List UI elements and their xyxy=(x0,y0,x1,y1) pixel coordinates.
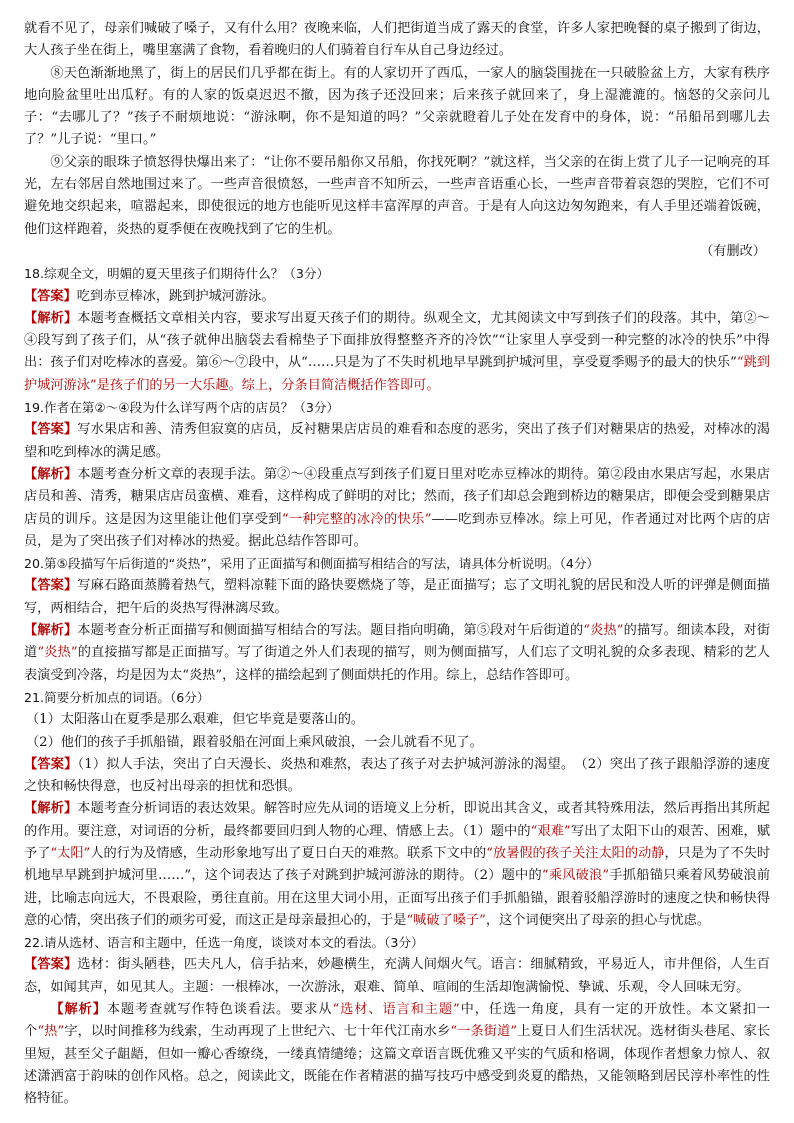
answer-text: 写水果店和善、清秀但寂寞的店员，反衬糖果店店员的难看和态度的恶劣，突出了孩子们对糖果店的热爱，对棒冰的渴望和吃到棒冰的满足感。 xyxy=(24,422,770,460)
answer-22 xyxy=(24,954,770,999)
analysis-text: 本题考查分析词语的表达效果。解答时应先从词的语境义上分析，即说出其含义，或者其特殊用法，然后再指出其所起的作用。要注意，对词语的分析，最终都要回归到人物的心理、情感上去。（1）题中的 xyxy=(24,801,770,839)
question-19: 19.作者在第②～④段为什么详写两个店的店员？（3分） xyxy=(24,400,340,416)
analysis-text: 的直接描写都是正面描写。写了街道之外人们表现的描写，则为侧面描写，人们忘了文明礼貌的众多表现、精彩的艺人表演受到冷落，均是因为太“炎热”，这样的描绘起到了侧面烘托的作用。综上，总结作答即可。 xyxy=(24,645,771,683)
analysis-highlight: “一条街道” xyxy=(450,1024,518,1040)
question-22: 22.请从选材、语言和主题中，任选一角度，谈谈对本文的看法。（3分） xyxy=(24,935,424,951)
analysis-19 xyxy=(24,464,770,553)
answer-text: （1）拟人手法，突出了白天漫长、炎热和难熬，表达了孩子对去护城河游泳的渴望。 （2）突出了孩子跟船浮游的速度之快和畅快得意，也反衬出母亲的担忧和恐惧。 xyxy=(24,756,771,795)
analysis-highlight: “炎热” xyxy=(37,645,78,661)
analysis-highlight: “乘风破浪” xyxy=(541,868,610,884)
analysis-text: 本题考查就写作特色谈看法。要求从 xyxy=(106,1002,333,1018)
analysis-highlight: “喊破了嗓子” xyxy=(406,912,486,928)
answer-tag: 【答案】 xyxy=(24,578,78,594)
answer-tag: 【答案】 xyxy=(24,288,77,304)
analysis-text: 中，任选一角度，具有一定的开放性。本文紧扣一个 xyxy=(24,1002,771,1040)
analysis-tag: 【解析】 xyxy=(24,801,78,817)
question-20: 20.第⑤段描写午后街道的“炎热”，采用了正面描写和侧面描写相结合的写法，请具体分析说明。（4分） xyxy=(24,556,600,572)
question-21-item-1: （1）太阳落山在夏季是那么艰难，但它毕竟是要落山的。 xyxy=(26,712,365,728)
analysis-highlight: “跳到护城河游泳”是孩子们的另一大乐趣。综上，分条目简洁概括作答即可。 xyxy=(24,355,770,393)
question-21-item-2: （2）他们的孩子手抓船锚，跟着驳船在河面上乘风破浪，一会儿就看不见了。 xyxy=(26,734,483,750)
analysis-text: ——吃到赤豆棒冰。综上可见，作者通过对比两个店的店员，是为了突出孩子们对棒冰的热爱。据此总结作答即可。 xyxy=(24,511,771,549)
answer-20 xyxy=(24,575,770,620)
answer-18 xyxy=(24,286,770,308)
analysis-highlight: “放暑假的孩子关注太阳的动静 xyxy=(486,845,665,861)
answer-text: 选材：街头陋巷，匹夫凡人，信手拈来，妙趣横生，充满人间烟火气。语言：细腻精致，平易近人，市井俚俗，人生百态，如闻其声，如见其人。主题：一根棒冰，一次游泳，艰难、简单、喧闹的生活却饱满愉悦、挚诚、乐观，令人回味无穷。 xyxy=(24,957,770,995)
analysis-tag: 【解析】 xyxy=(24,310,78,326)
passage-paragraph-9: ⑨父亲的眼珠子愤怒得快爆出来了：“让你不要吊船你又吊船，你找死啊？”就这样，当父亲的在街上赏了儿子一记响亮的耳光，左右邻居自然地围过来了。一些声音很愤怒，一些声音不知所云，一些声音语重心长，一些声音带着哀怨的哭腔，它们不可避免地交织起来，喧嚣起来，即使很远的地方也能听见这样丰富浑厚的声音。于是有人向这边匆匆跑来，有人手里还端着饭碗，他们这样跑着，炎热的夏季便在夜晚找到了它的生机。 xyxy=(24,154,770,237)
analysis-text: 上夏日人们生活状况。选材街头巷尾、家长里短，甚至父子龃龉，但如一瓣心香缭绕，一缕真情缱绻；这篇文章语言既优雅又平实的气质和格调，体现作者想象力惊人、叙述潇洒富于韵味的创作风格。总之，阅读此文，既能在作者精湛的描写技巧中感受到炎夏的酷热，又能领略到居民淳朴率性的性格特征。 xyxy=(24,1024,771,1107)
analysis-text: 本题考查分析正面描写和侧面描写相结合的写法。题目指向明确，第⑤段对午后街道的 xyxy=(77,623,584,639)
answer-text: 吃到赤豆棒冰，跳到护城河游泳。 xyxy=(76,288,275,304)
analysis-22 xyxy=(24,999,770,1110)
analysis-highlight: “太阳” xyxy=(50,845,91,861)
answer-tag: 【答案】 xyxy=(24,756,78,772)
analysis-20 xyxy=(24,620,770,687)
question-18: 18.综观全文，明媚的夏天里孩子们期待什么？（3分） xyxy=(24,266,330,282)
analysis-highlight: “热” xyxy=(37,1024,65,1040)
analysis-tag: 【解析】 xyxy=(24,466,78,482)
answer-21 xyxy=(24,754,770,799)
question-21: 21.简要分析加点的词语。（6分） xyxy=(24,689,210,705)
analysis-text: 写出了太阳下山的艰苦、困难，赋予了 xyxy=(24,823,771,861)
analysis-highlight: “选材、语言和主题” xyxy=(332,1002,460,1018)
source-note: （有删改） xyxy=(700,243,766,259)
analysis-text: 本题考查概括文章相关内容，要求写出夏天孩子们的期待。纵观全文，尤其阅读文中写到孩子们的段落。其中，第②～④段写到了孩子们，从“孩子就伸出脑袋去看棉垫子下面排放得整整齐齐的冷饮”“让家里人享受到一种完整的冰冷的快乐”中得出：孩子们对吃棒冰的喜爱。第⑥～⑦段中，从“……只是为了不失时机地早早跳到护城河里，享受夏季赐予的最大的快乐” xyxy=(24,310,770,371)
analysis-highlight: “一种完整的冰冷的快乐” xyxy=(281,511,432,527)
analysis-highlight: “艰难” xyxy=(530,823,571,839)
analysis-text: 的描写。细读本段，对街道 xyxy=(24,623,771,661)
analysis-text: 本题考查分析文章的表现手法。第②～④段重点写到孩子们夏日里对吃赤豆棒冰的期待。第②段由水果店写起，水果店店员和善、清秀，糖果店店员蛮横、难看，这样构成了鲜明的对比；然而，孩子们却总会跑到桥边的糖果店，即便会受到糖果店店员的训斥。这是因为这里能让他们享受到 xyxy=(24,466,770,527)
passage-paragraph-8: ⑧天色渐渐地黑了，街上的居民们几乎都在街上。有的人家切开了西瓜，一家人的脑袋围拢在一只破脸盆上方，大家有秩序地向脸盆里吐出瓜籽。有的人家的饭桌迟迟不撤，因为孩子还没回来；后来孩子就回来了，身上湿漉漉的。恼怒的父亲问儿子：“去哪儿了？”孩子不耐烦地说：“游泳啊，你不是知道的吗？”父亲就瞪着儿子处在发育中的身体，说：“吊船吊到哪儿去了？”儿子说：“里口。” xyxy=(24,65,770,148)
analysis-tag: 【解析】 xyxy=(50,1002,107,1018)
analysis-text: ，这个词便突出了母亲的担心与忧虑。 xyxy=(485,912,711,928)
answer-tag: 【答案】 xyxy=(24,422,78,438)
analysis-18 xyxy=(24,308,770,397)
analysis-text: 手抓船锚只乘着风势破浪前进，比喻志向远大，不畏艰险，勇往直前。用在这里大词小用，正面写出孩子们手抓船锚，跟着驳船浮游时的速度之快和畅快得意的心情，突出孩子们的顽劣可爱，而这正是母亲最担心的，于是 xyxy=(24,868,771,928)
passage-paragraph-continued: 就看不见了，母亲们喊破了嗓子，又有什么用？夜晚来临，人们把街道当成了露天的食堂，许多人家把晚餐的桌子搬到了街边，大人孩子坐在街上，嘴里塞满了食物，看着晚归的人们骑着自行车从自己身边经过。 xyxy=(24,21,770,59)
analysis-text: 人的行为及情感，生动形象地写出了夏日白天的难熬。联系下文中的 xyxy=(90,845,487,861)
analysis-text: 字，以时间推移为线索，生动再现了上世纪六、七十年代江南水乡 xyxy=(64,1024,451,1040)
answer-text: 写麻石路面蒸腾着热气，塑料凉鞋下面的路快要燃烧了等，是正面描写；忘了文明礼貌的居民和没人听的评弹是侧面描写，两相结合，把午后的炎热写得淋漓尽致。 xyxy=(24,578,770,616)
analysis-highlight: “炎热” xyxy=(583,623,624,639)
answer-tag: 【答案】 xyxy=(24,957,78,973)
exam-page xyxy=(24,18,770,1111)
analysis-text: ，只是为了不失时机地早早跳到护城河里……”，这个词表达了孩子对跳到护城河游泳的期待。（2）题中的 xyxy=(24,845,771,884)
analysis-21 xyxy=(24,798,770,932)
analysis-tag: 【解析】 xyxy=(24,623,78,639)
answer-19 xyxy=(24,419,770,464)
